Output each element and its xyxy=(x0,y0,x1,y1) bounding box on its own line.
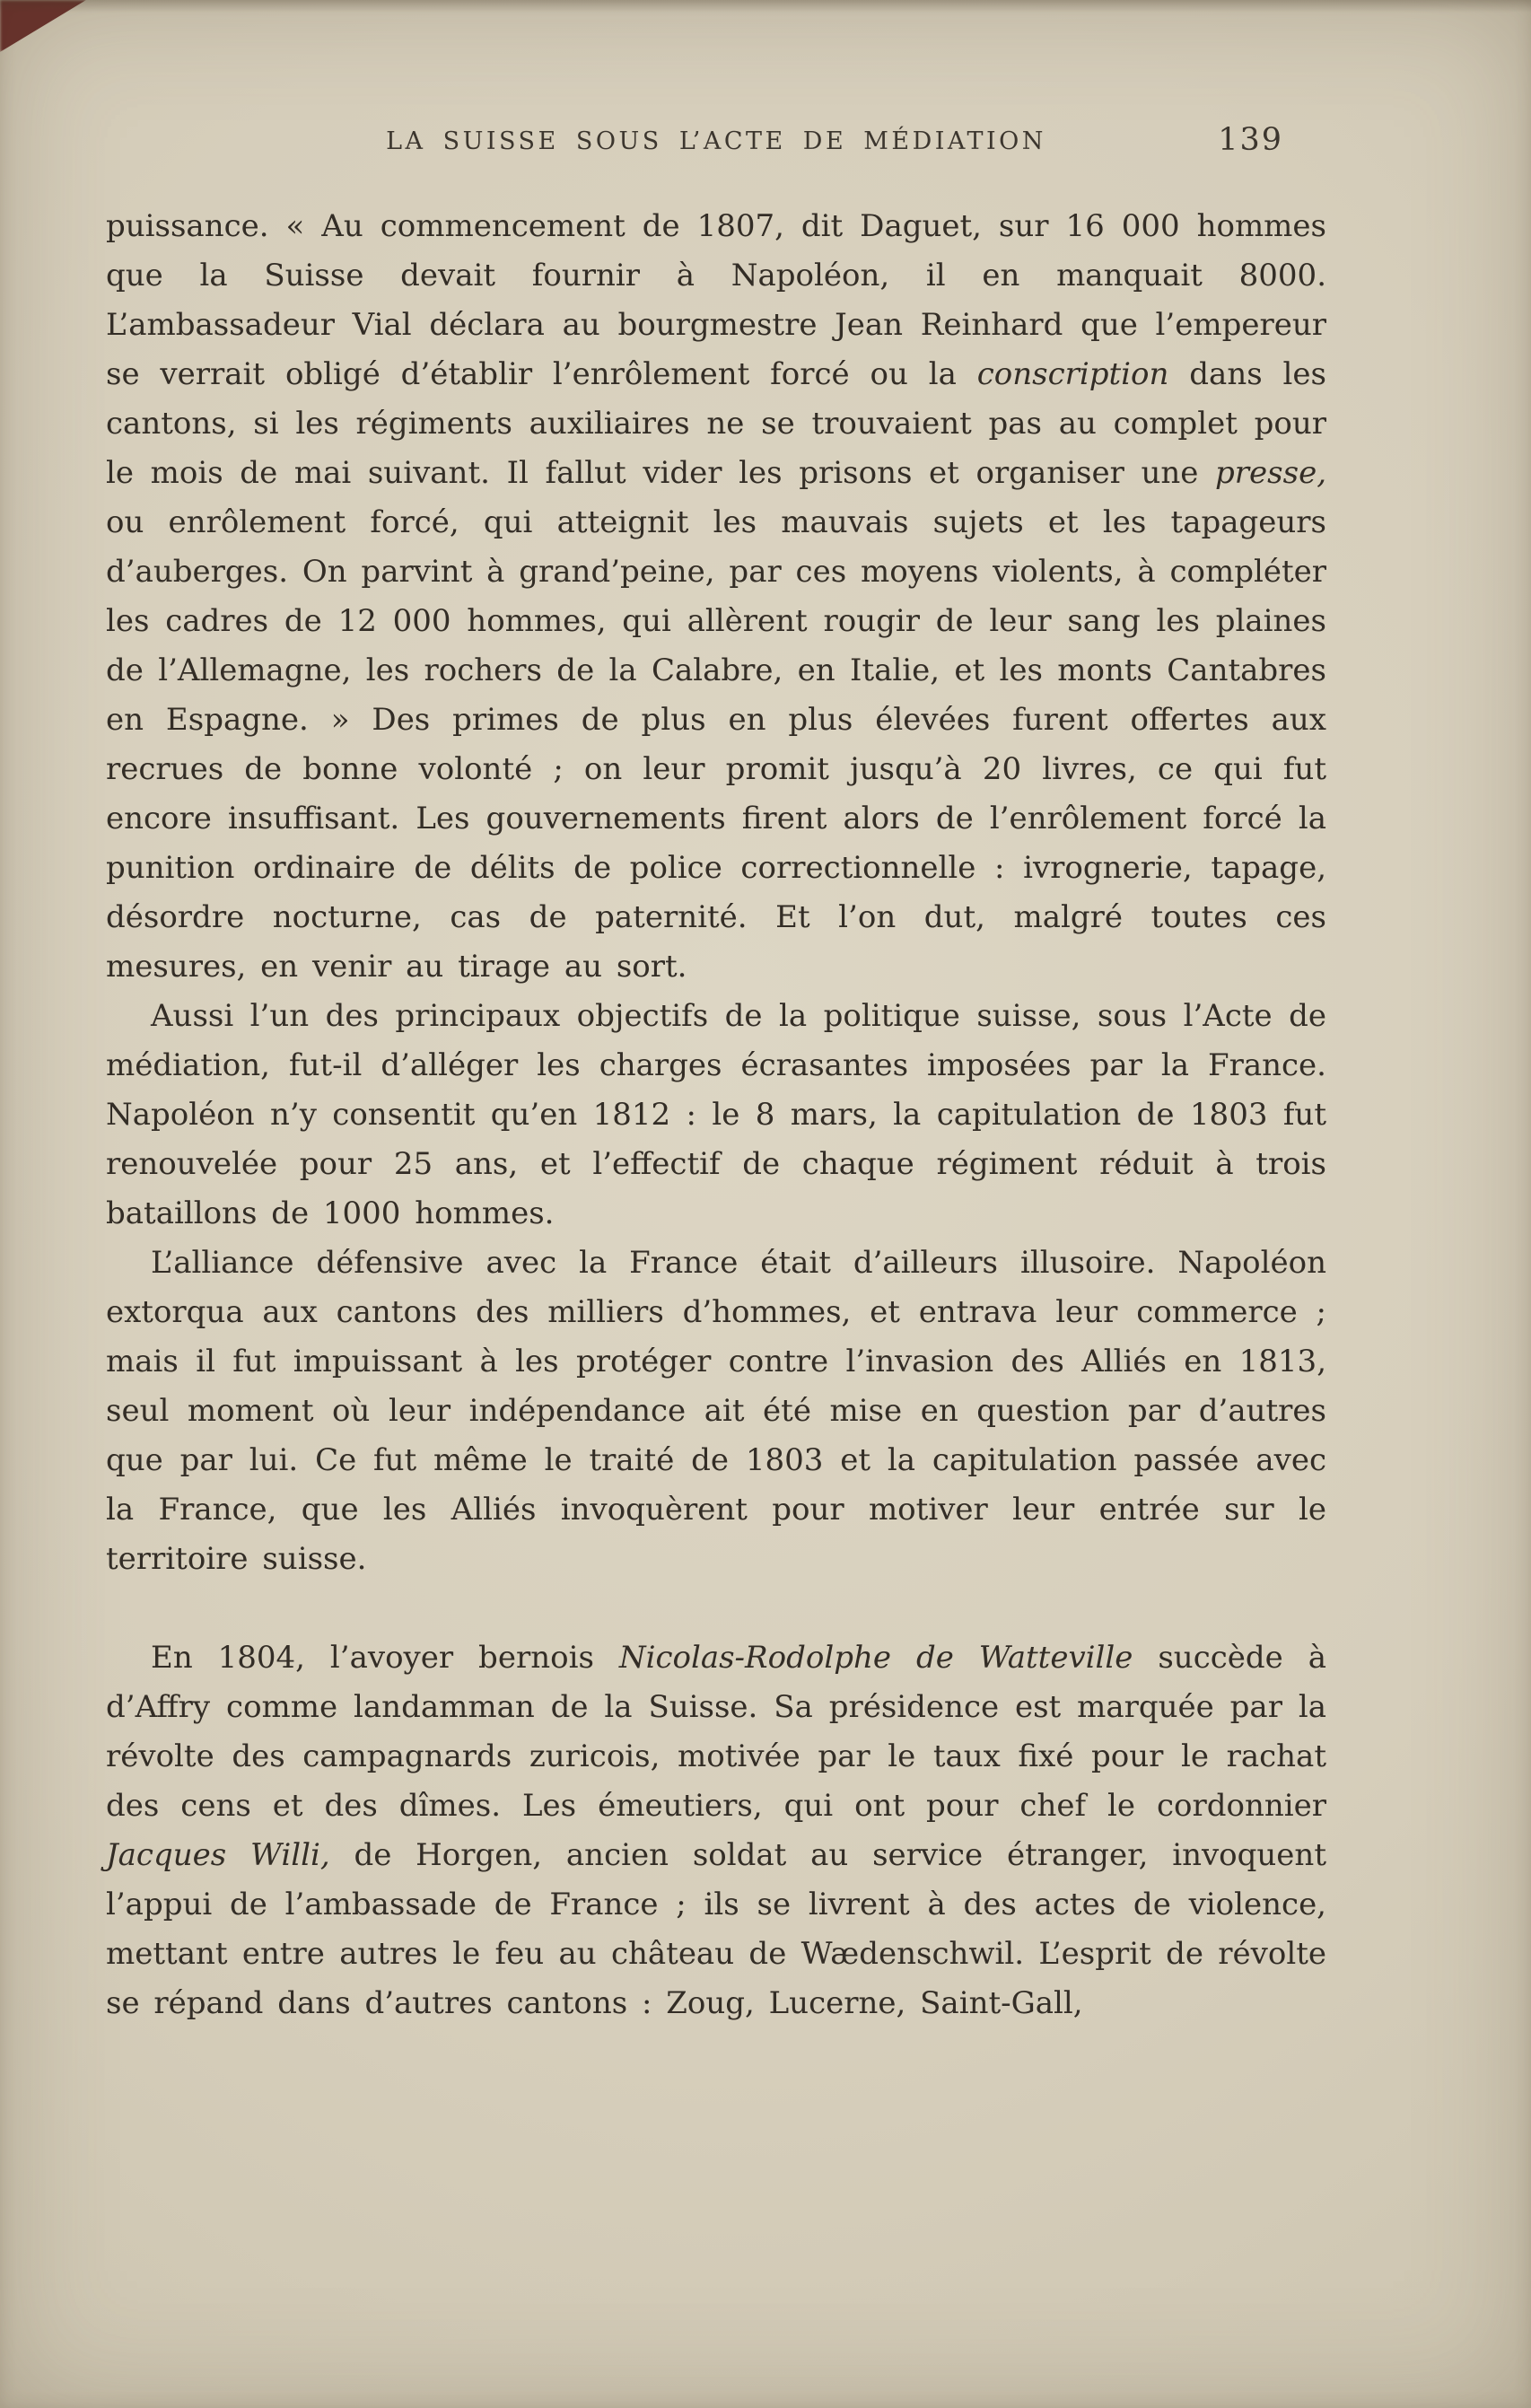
italic-text: presse, xyxy=(1215,455,1326,491)
italic-text: conscription xyxy=(976,356,1169,392)
paragraph xyxy=(106,1633,1326,2028)
text-run: L’alliance défensive avec la France était d’ailleurs illusoire. Napoléon extorqua aux cantons des milliers d’hommes, et entrava leur commerce ; mais il fut impuissant à les protéger contre l’invasion des Alliés en 1813, seul moment où leur indépendance ait été mise en question par d’autres que par lui. Ce fut même le traité de 1803 et la capitulation passée avec la France, que les Alliés invoquèrent pour motiver leur entrée sur le territoire suisse. xyxy=(106,1245,1326,1577)
text-run: Aussi l’un des principaux objectifs de la politique suisse, sous l’Acte de médiation, fut-il d’alléger les charges écrasantes imposées par la France. Napoléon n’y consentit qu’en 1812 : le 8 mars, la capitulation de 1803 fut renouvelée pour 25 ans, et l’effectif de chaque régiment réduit à trois bataillons de 1000 hommes. xyxy=(106,998,1326,1231)
running-header xyxy=(106,122,1326,158)
page-number: 139 xyxy=(1218,122,1283,158)
running-header-title: LA SUISSE SOUS L’ACTE DE MÉDIATION xyxy=(386,127,1046,155)
text-run: succède à d’Affry comme landamman de la Suisse. Sa présidence est marquée par la révolte des campagnards zuricois, motivée par le taux fixé pour le rachat des cens et des dîmes. Les émeutiers, qui ont pour chef le cordonnier xyxy=(106,1640,1326,1824)
page-content xyxy=(106,122,1326,2028)
text-run: de Horgen, ancien soldat au service étranger, invoquent l’appui de l’ambassade de France ; ils se livrent à des actes de violence, mettant entre autres le feu au château de Wædenschwil. L’esprit de révolte se répand dans d’autres cantons : Zoug, Lucerne, Saint-Gall, xyxy=(106,1837,1326,2021)
text-block xyxy=(106,202,1326,2028)
text-run: dans les cantons, si les régiments auxiliaires ne se trouvaient pas au complet pour le mois de mai suivant. Il fallut vider les prisons et organiser une xyxy=(106,356,1326,491)
paragraph xyxy=(106,1239,1326,1584)
text-run: En 1804, l’avoyer bernois xyxy=(151,1640,619,1676)
text-run: puissance. « Au commencement de 1807, dit Daguet, sur 16 000 hommes que la Suisse devait fournir à Napoléon, il en manquait 8000. L’ambassadeur Vial déclara au bourgmestre Jean Reinhard que l’empereur se verrait obligé d’établir l’enrôlement forcé ou la xyxy=(106,208,1326,392)
italic-text: Jacques Willi, xyxy=(106,1837,330,1873)
paragraph xyxy=(106,992,1326,1239)
scan-edge-shadow xyxy=(0,0,1531,13)
paragraph xyxy=(106,202,1326,992)
text-run: ou enrôlement forcé, qui atteignit les mauvais sujets et les tapageurs d’auberges. On parvint à grand’peine, par ces moyens violents, à compléter les cadres de 12 000 hommes, qui allèrent rougir de leur sang les plaines de l’Allemagne, les rochers de la Calabre, en Italie, et les monts Cantabres en Espagne. » Des primes de plus en plus élevées furent offertes aux recrues de bonne volonté ; on leur promit jusqu’à 20 livres, ce qui fut encore insuffisant. Les gouvernements firent alors de l’enrôlement forcé la punition ordinaire de délits de police correctionnelle : ivrognerie, tapage, désordre nocturne, cas de paternité. Et l’on dut, malgré toutes ces mesures, en venir au tirage au sort. xyxy=(106,504,1326,985)
italic-text: Nicolas-Rodolphe de Watteville xyxy=(618,1640,1133,1676)
